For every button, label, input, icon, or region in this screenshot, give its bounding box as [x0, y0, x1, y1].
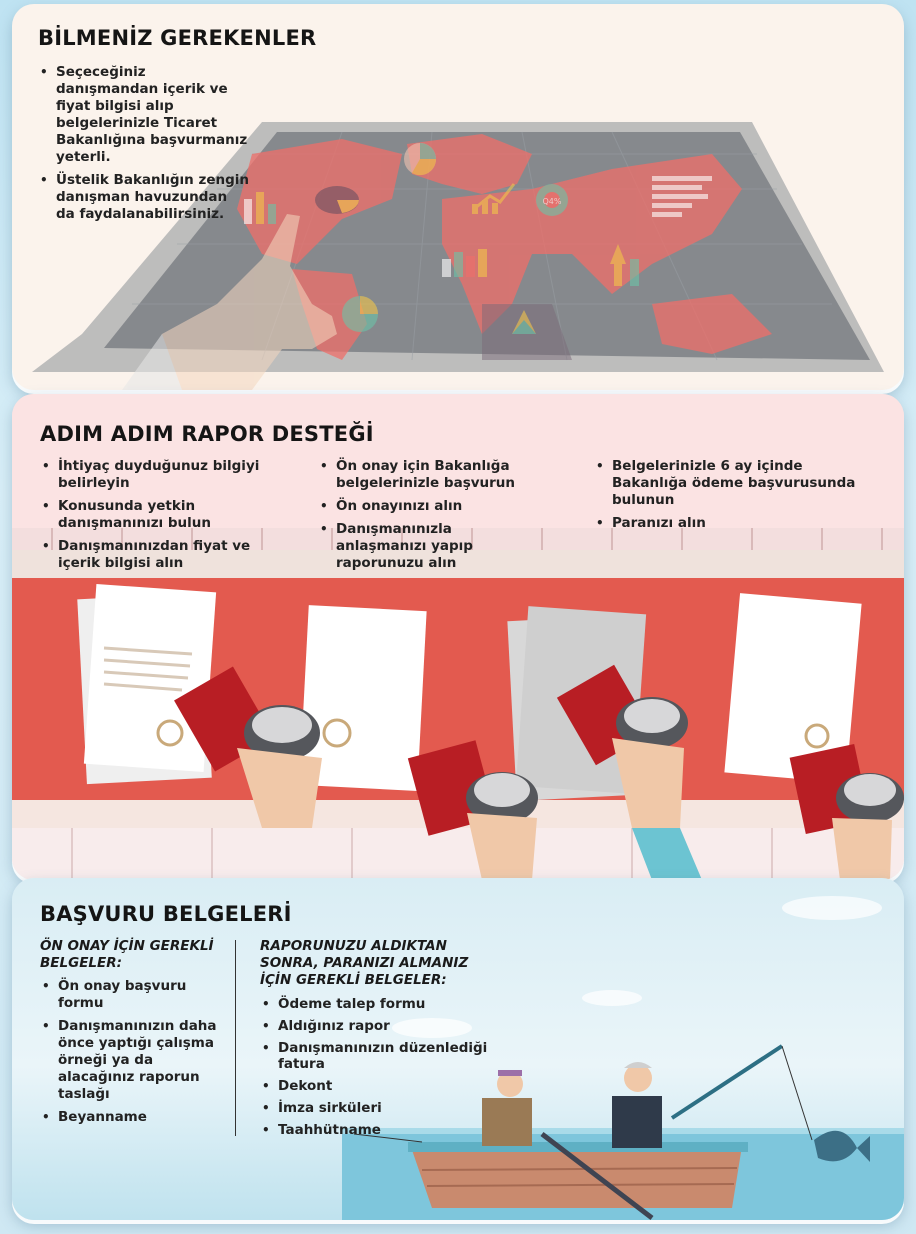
section1-bullet: • Üstelik Bakanlığın zengin danışman havuzundan da faydalanabilirsiniz. — [38, 172, 250, 223]
step-item: • Danışmanınızdan fiyat ve içerik bilgisi alın — [40, 538, 290, 572]
section-bilmeniz-gerekenler — [12, 4, 904, 390]
document-item: • Taahhütname — [260, 1122, 500, 1138]
section-adim-adim-rapor — [12, 394, 904, 880]
left-documents-heading: ÖN ONAY İÇİN GEREKLİ BELGELER: — [40, 938, 214, 971]
step-item: • Paranızı alın — [594, 515, 856, 532]
document-item: • Ön onay başvuru formu — [40, 978, 225, 1012]
steps-column-2 — [318, 458, 544, 578]
section3-title: BAŞVURU BELGELERİ — [40, 902, 292, 926]
pie-label: Q4% — [542, 197, 562, 206]
passport-stamp-illustration — [12, 528, 904, 880]
left-documents-list — [40, 978, 225, 1132]
document-item: • Ödeme talep formu — [260, 996, 500, 1012]
steps-column-3 — [594, 458, 856, 538]
step-item: • İhtiyaç duyduğunuz bilgiyi belirleyin — [40, 458, 290, 492]
section1-bullet: • Seçeceğiniz danışmandan içerik ve fiyat bilgisi alıp belgelerinizle Ticaret Bakanlığına başvurmanız yeterli. — [38, 64, 250, 166]
document-item: • Danışmanınızın daha önce yaptığı çalışma örneği ya da alacağınız raporun taslağı — [40, 1018, 225, 1103]
column-divider — [235, 940, 236, 1136]
step-item: • Ön onay için Bakanlığa belgelerinizle başvurun — [318, 458, 544, 492]
step-item: • Ön onayınızı alın — [318, 498, 544, 515]
section1-bullet-list — [38, 64, 250, 229]
document-item: • Beyanname — [40, 1109, 225, 1126]
document-item: • Aldığınız rapor — [260, 1018, 500, 1034]
step-item: • Belgelerinizle 6 ay içinde Bakanlığa ödeme başvurusunda bulunun — [594, 458, 856, 509]
section1-title: BİLMENİZ GEREKENLER — [38, 26, 317, 50]
steps-column-1 — [40, 458, 290, 578]
section2-title: ADIM ADIM RAPOR DESTEĞİ — [40, 422, 374, 446]
right-documents-list — [260, 996, 500, 1144]
section-basvuru-belgeleri — [12, 878, 904, 1220]
document-item: • Danışmanınızın düzenlediği fatura — [260, 1040, 500, 1072]
step-item: • Konusunda yetkin danışmanınızı bulun — [40, 498, 290, 532]
right-documents-heading: RAPORUNUZU ALDIKTAN SONRA, PARANIZI ALMANIZ İÇİN GEREKLİ BELGELER: — [260, 938, 469, 988]
document-item: • Dekont — [260, 1078, 500, 1094]
step-item: • Danışmanınızla anlaşmanızı yapıp raporunuzu alın — [318, 521, 544, 572]
document-item: • İmza sirküleri — [260, 1100, 500, 1116]
